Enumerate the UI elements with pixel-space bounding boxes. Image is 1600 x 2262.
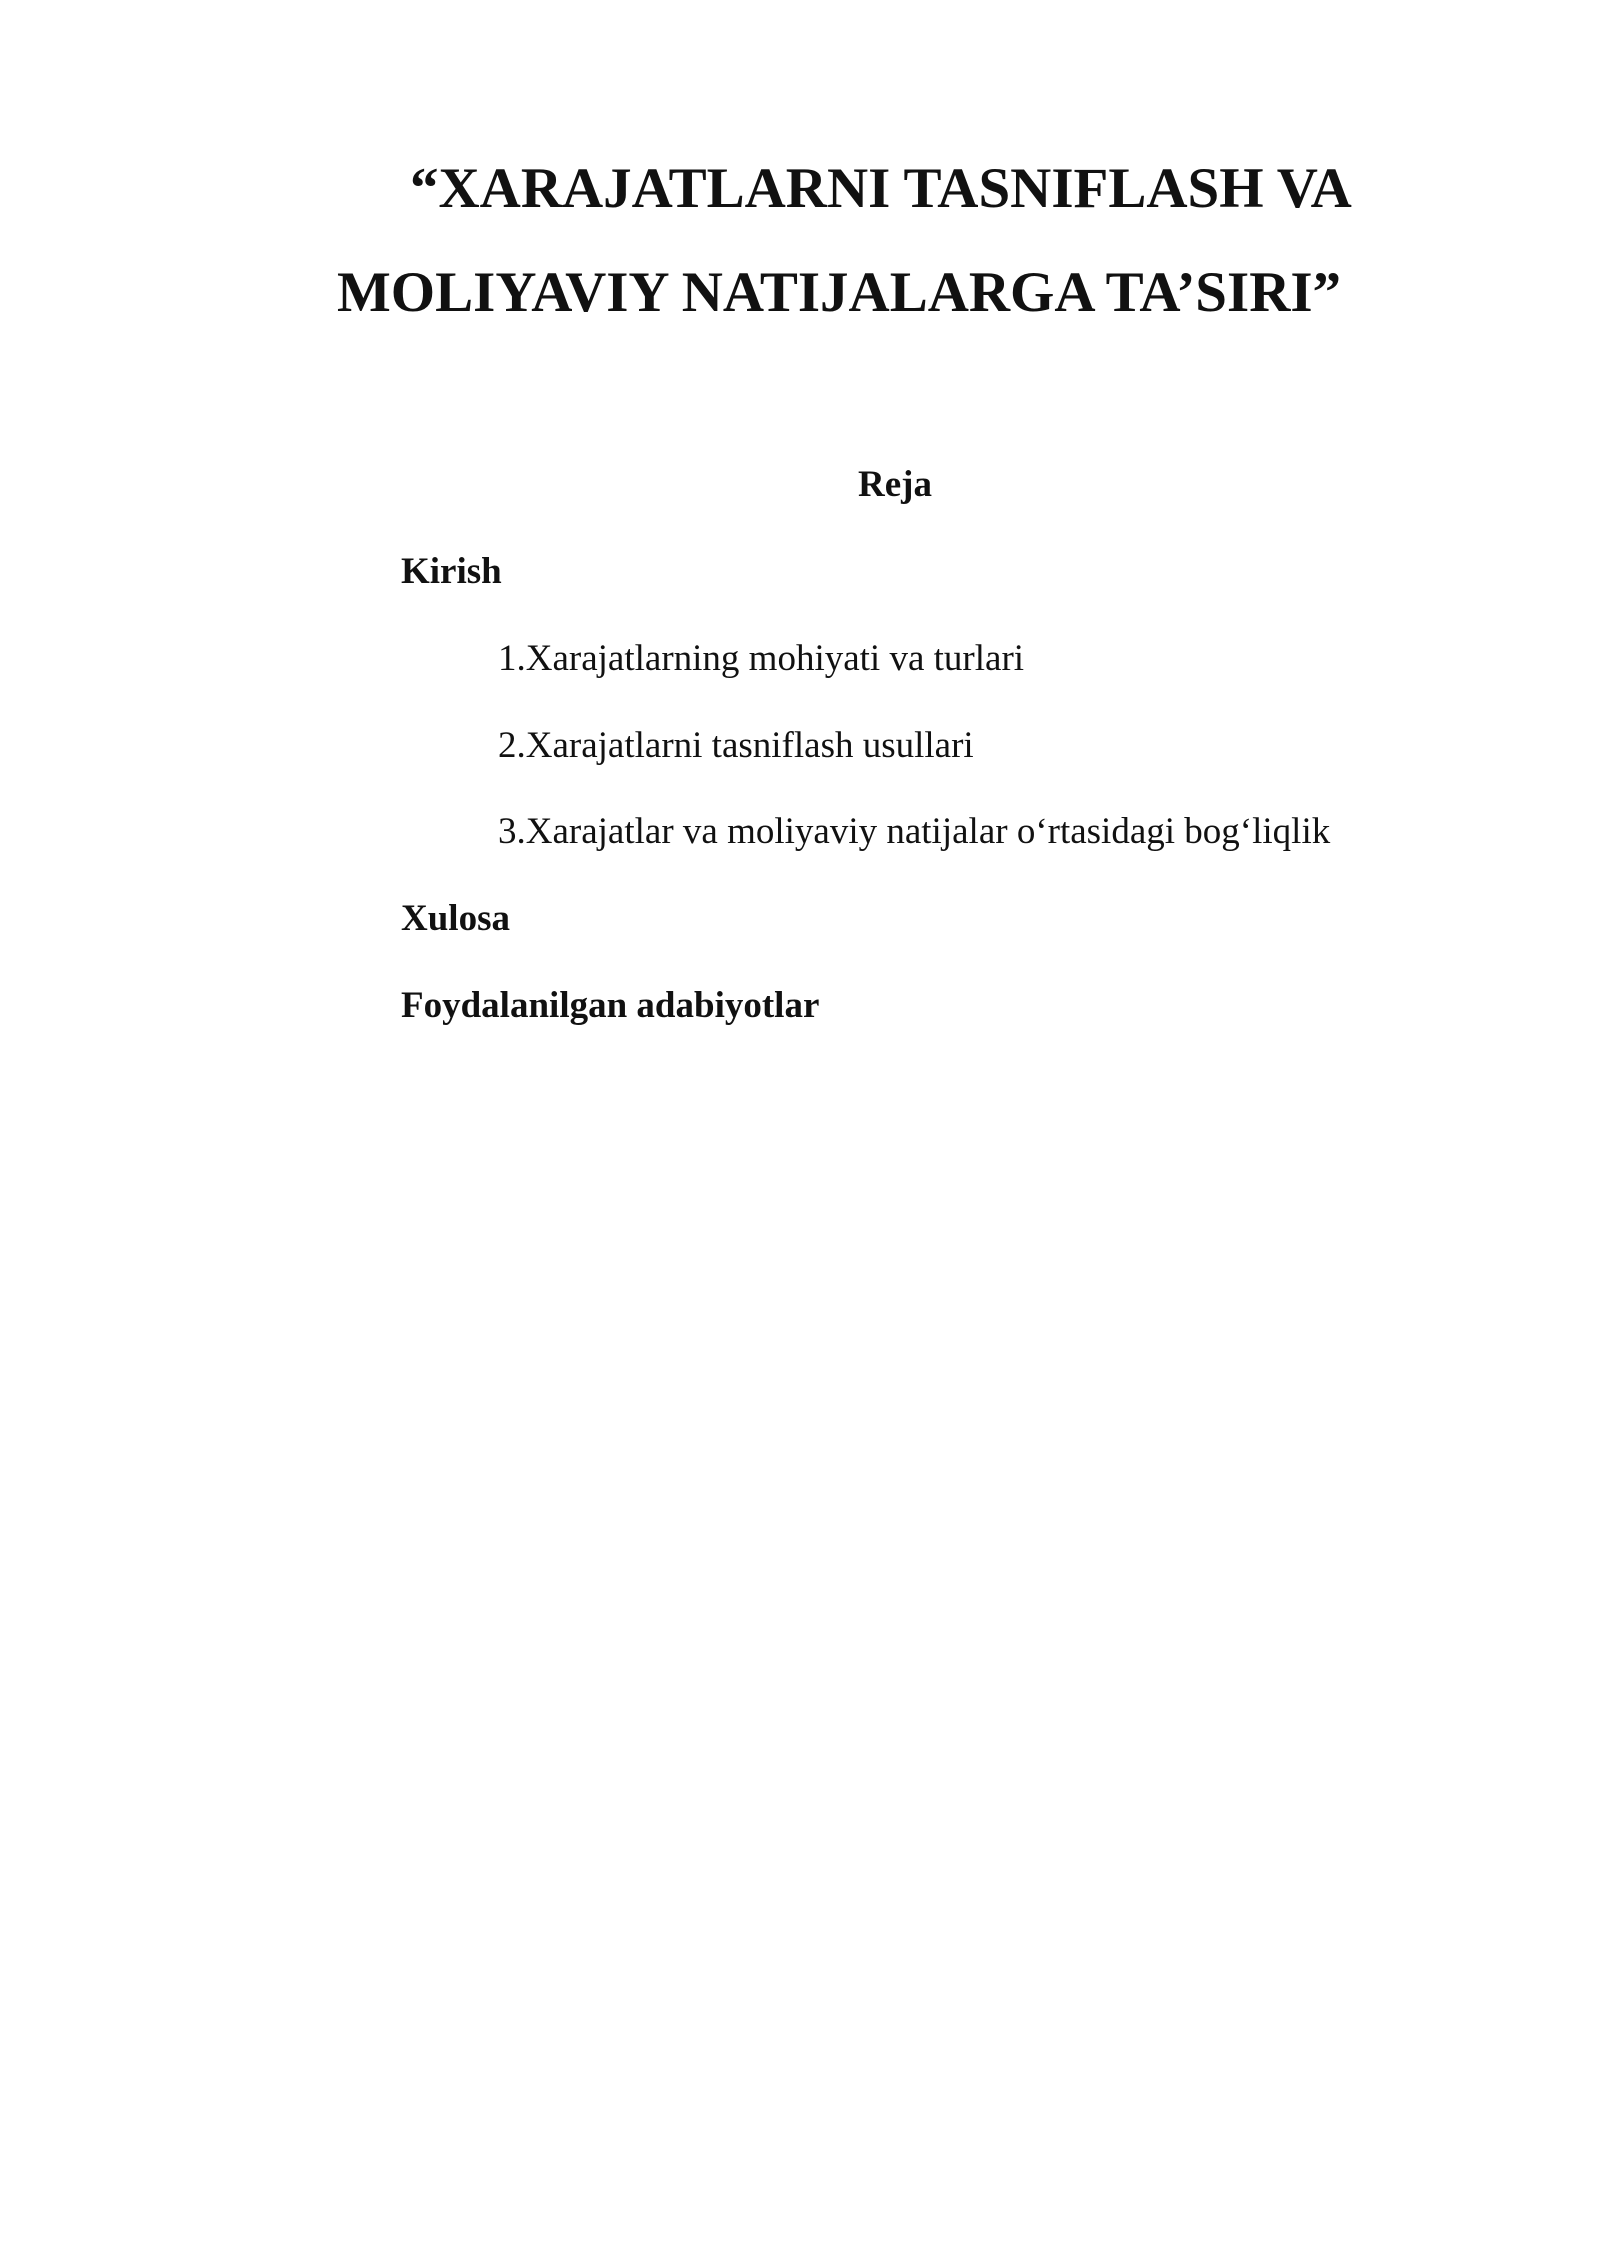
document-title-line-2: MOLIYAVIY NATIJALARGA TA’SIRI”	[337, 261, 1342, 324]
toc-entry-1: 1.Xarajatlarning mohiyati va turlari	[498, 638, 1025, 679]
toc-entry-intro: Kirish	[401, 551, 502, 592]
toc-heading: Reja	[858, 464, 932, 505]
toc-entry-2: 2.Xarajatlarni tasniflash usullari	[498, 725, 974, 766]
toc-entry-references: Foydalanilgan adabiyotlar	[401, 985, 820, 1026]
toc-entry-3: 3.Xarajatlar va moliyaviy natijalar o‘rtasidagi bog‘liqlik	[498, 811, 1331, 852]
document-title-line-1: “XARAJATLARNI TASNIFLASH VA	[410, 157, 1352, 220]
toc-entry-conclusion: Xulosa	[401, 898, 510, 939]
